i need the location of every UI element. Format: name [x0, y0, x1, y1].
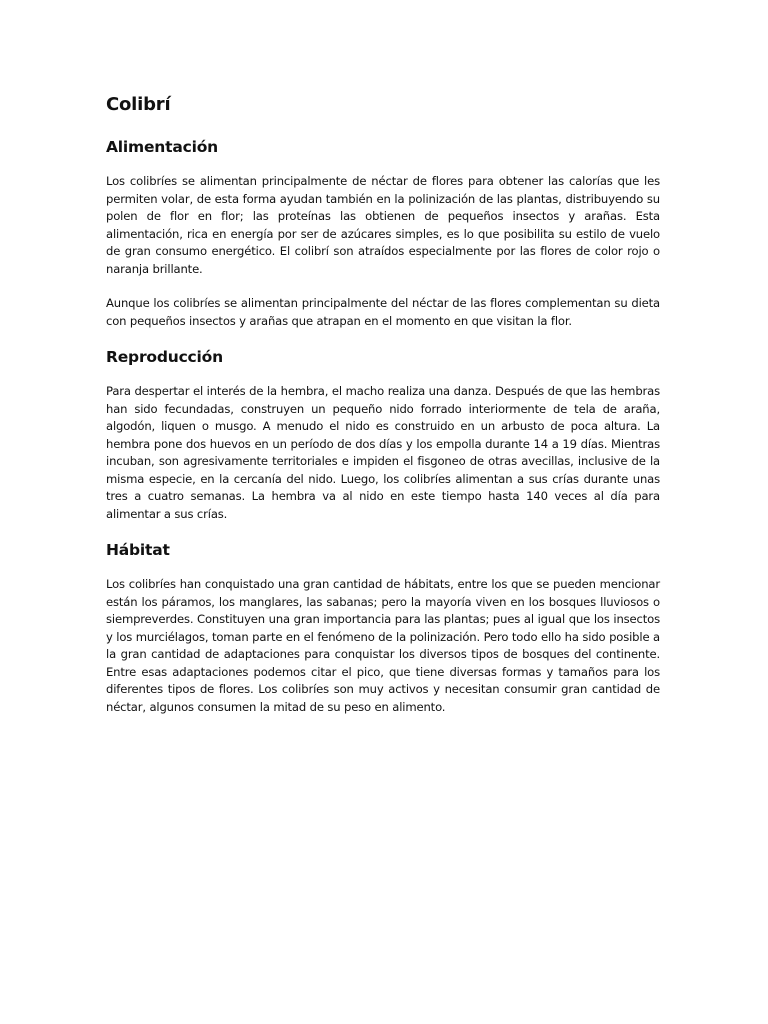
section-alimentacion — [106, 137, 660, 330]
section-heading-habitat: Hábitat — [106, 541, 170, 559]
section-heading-alimentacion: Alimentación — [106, 138, 218, 156]
section-reproduccion — [106, 347, 660, 523]
paragraph-alimentacion-2: Aunque los colibríes se alimentan principalmente del néctar de las flores complementan su dieta con pequeños insectos y arañas que atrapan en el momento en que visitan la flor. — [106, 296, 660, 328]
document-title: Colibrí — [106, 94, 171, 115]
section-habitat — [106, 540, 660, 716]
section-heading-reproduccion: Reproducción — [106, 348, 223, 366]
paragraph-habitat-1: Los colibríes han conquistado una gran cantidad de hábitats, entre los que se pueden mencionar están los páramos, los manglares, las sabanas; pero la mayoría viven en los bosques lluviosos o siempreverdes. Constituyen una gran importancia para las plantas; pues al igual que los insectos y los murciélagos, toman parte en el fenómeno de la polinización. Pero todo ello ha sido posible a la gran cantidad de adaptaciones para conquistar los diversos tipos de bosques del continente. Entre esas adaptaciones podemos citar el pico, que tiene diversas formas y tamaños para los diferentes tipos de flores. Los colibríes son muy activos y necesitan consumir gran cantidad de néctar, algunos consumen la mitad de su peso en alimento. — [106, 577, 660, 714]
paragraph-alimentacion-1: Los colibríes se alimentan principalmente de néctar de flores para obtener las calorías que les permiten volar, de esta forma ayudan también en la polinización de las plantas, distribuyendo su polen de flor en flor; las proteínas las obtienen de pequeños insectos y arañas. Esta alimentación, rica en energía por ser de azúcares simples, es lo que posibilita su estilo de vuelo de gran consumo energético. El colibrí son atraídos especialmente por las flores de color rojo o naranja brillante. — [106, 174, 660, 276]
paragraph-reproduccion-1: Para despertar el interés de la hembra, el macho realiza una danza. Después de que las hembras han sido fecundadas, construyen un pequeño nido forrado interiormente de tela de araña, algodón, liquen o musgo. A menudo el nido es construido en un arbusto de poca altura. La hembra pone dos huevos en un período de dos días y los empolla durante 14 a 19 días. Mientras incuban, son agresivamente territoriales e impiden el fisgoneo de otras avecillas, inclusive de la misma especie, en la cercanía del nido. Luego, los colibríes alimentan a sus crías durante unas tres a cuatro semanas. La hembra va al nido en este tiempo hasta 140 veces al día para alimentar a sus crías. — [106, 384, 660, 521]
